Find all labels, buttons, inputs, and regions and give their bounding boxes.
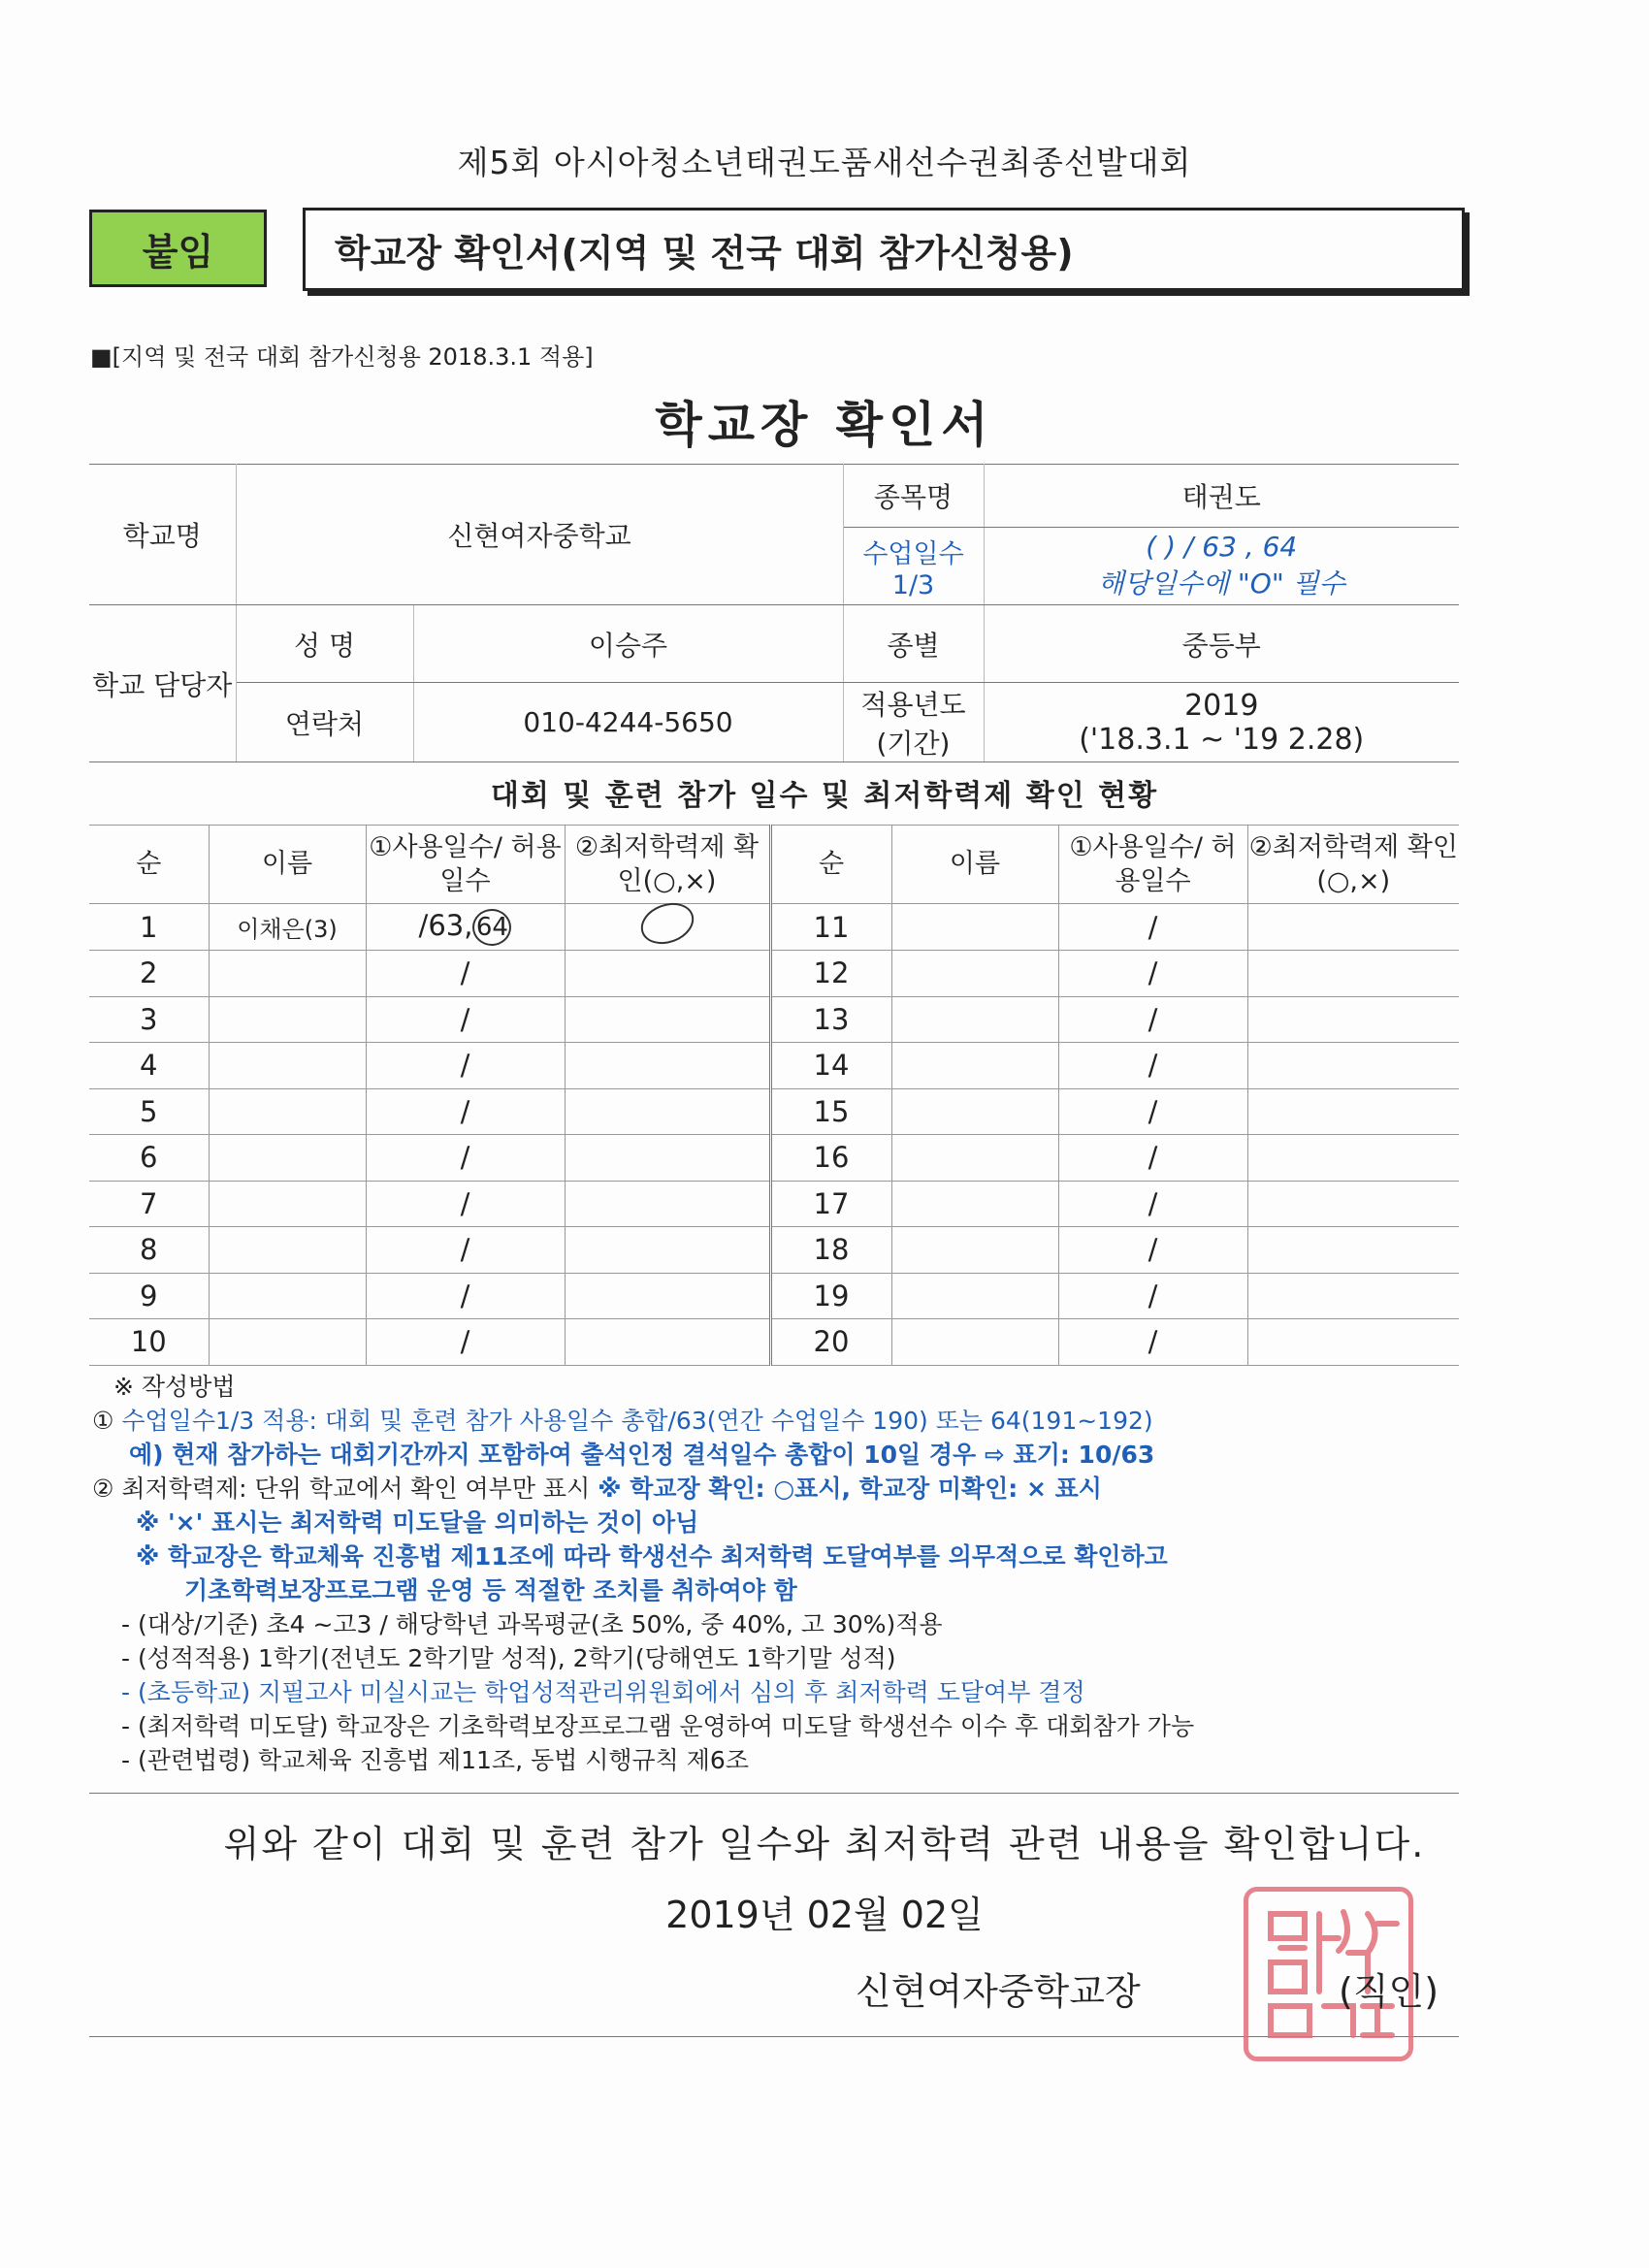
row-no: 12 (770, 951, 891, 997)
row-min (1247, 951, 1459, 997)
header-title: 학교장 확인서(지역 및 전국 대회 참가신청용) (335, 231, 1074, 275)
row-days-text: /63, (418, 908, 473, 942)
row-min (565, 1181, 770, 1227)
row-no: 19 (770, 1273, 891, 1319)
row-name (891, 904, 1058, 951)
row-min (565, 1088, 770, 1135)
row-name (209, 1227, 366, 1274)
row-days: / (1058, 951, 1247, 997)
row-name (209, 1088, 366, 1135)
row-min (1247, 996, 1459, 1043)
row-name: 이채은(3) (209, 904, 366, 951)
col-no: 순 (89, 826, 209, 904)
row-no: 6 (89, 1135, 209, 1182)
row-min (565, 951, 770, 997)
confirmation-text: 위와 같이 대회 및 훈련 참가 일수와 최저학력 관련 내용을 확인합니다. (223, 1823, 1426, 1865)
row-min (1247, 1135, 1459, 1182)
school-info-table (89, 464, 1459, 762)
row-no: 16 (770, 1135, 891, 1182)
class-days-line1: ( ) / 63 , 64 (1146, 531, 1298, 563)
manager-label: 학교 담당자 (89, 605, 236, 762)
contact-label: 연락처 (236, 683, 413, 762)
row-days: / (1058, 1319, 1247, 1366)
instruction-2 (92, 1472, 1470, 1506)
instruction-1-example: 예) 현재 참가하는 대회기간까지 포함하여 출석인정 결석일수 총합이 10일 경우 ⇨ 표기: 10/63 (129, 1441, 1155, 1469)
row-days: / (366, 996, 565, 1043)
sport-value: 태권도 (984, 465, 1459, 528)
instructions (92, 1370, 1470, 1777)
row-no: 3 (89, 996, 209, 1043)
col-min: ②최저학력제 확인(○,×) (565, 826, 770, 904)
detail-elementary: - (초등학교) 지필고사 미실시교는 학업성적관리위원회에서 심의 후 최저학력 도달여부 결정 (121, 1678, 1085, 1706)
row-min (565, 1135, 770, 1182)
row-no: 5 (89, 1088, 209, 1135)
row-min (1247, 904, 1459, 951)
row-no: 7 (89, 1181, 209, 1227)
row-min (1247, 1088, 1459, 1135)
detail-target: - (대상/기준) 초4 ~고3 / 해당학년 과목평균(초 50%, 중 40%, 고 30%)적용 (121, 1610, 943, 1638)
row-days: / (1058, 1273, 1247, 1319)
year-value-year: 2019 (1184, 688, 1259, 723)
row-min (565, 1273, 770, 1319)
row-days: / (366, 1088, 565, 1135)
circled-days: 64 (472, 909, 511, 946)
row-min (1247, 1181, 1459, 1227)
row-no: 9 (89, 1273, 209, 1319)
row-no: 20 (770, 1319, 891, 1366)
row-no: 2 (89, 951, 209, 997)
name-value: 이승주 (413, 605, 843, 683)
col-days-2: ①사용일수/ 허용일수 (1058, 826, 1247, 904)
seal-label: (직인) (1339, 1970, 1439, 2013)
name-label: 성 명 (236, 605, 413, 683)
row-no: 14 (770, 1043, 891, 1089)
sport-label: 종목명 (843, 465, 984, 528)
year-label: 적용년도 (기간) (843, 683, 984, 762)
row-name (209, 951, 366, 997)
handwritten-circle-mark (634, 896, 698, 952)
instruction-4: ※ 학교장은 학교체육 진흥법 제11조에 따라 학생선수 최저학력 도달여부를 의무적으로 확인하고 (136, 1542, 1168, 1571)
row-days: / (1058, 1135, 1247, 1182)
table-row (89, 1135, 1459, 1182)
instruction-4-cont: 기초학력보장프로그램 운영 등 적절한 조치를 취하여야 함 (184, 1576, 797, 1604)
class-days-line2: 해당일수에 "O" 필수 (1097, 567, 1345, 599)
header-title-box (303, 208, 1465, 291)
instruction-1-num: ① (92, 1407, 114, 1435)
school-label: 학교명 (89, 465, 236, 605)
year-value-period: ('18.3.1 ~ '19 2.28) (1079, 722, 1365, 757)
row-name (891, 1227, 1058, 1274)
table-row (89, 1273, 1459, 1319)
row-no: 15 (770, 1088, 891, 1135)
col-min-2: ②최저학력제 확인(○,×) (1247, 826, 1459, 904)
col-days: ①사용일수/ 허용일수 (366, 826, 565, 904)
row-min (1247, 1227, 1459, 1274)
row-min (565, 1043, 770, 1089)
col-name-2: 이름 (891, 826, 1058, 904)
row-name (891, 951, 1058, 997)
instruction-2-note: ※ 학교장 확인: ○표시, 학교장 미확인: × 표시 (598, 1474, 1102, 1503)
form-note: ■[지역 및 전국 대회 참가신청용 2018.3.1 적용] (90, 343, 594, 371)
row-name (891, 996, 1058, 1043)
row-days: / (366, 1273, 565, 1319)
row-no: 8 (89, 1227, 209, 1274)
row-name (891, 1135, 1058, 1182)
table-row (89, 951, 1459, 997)
table-row (89, 1088, 1459, 1135)
row-name (891, 1181, 1058, 1227)
row-days: / (366, 1135, 565, 1182)
row-name (209, 1273, 366, 1319)
attachment-label-text: 붙임 (142, 230, 214, 274)
row-name (891, 1088, 1058, 1135)
event-title: 제5회 아시아청소년태권도품새선수권최종선발대회 (457, 144, 1192, 181)
row-no: 18 (770, 1227, 891, 1274)
row-no: 11 (770, 904, 891, 951)
row-days: / (1058, 1181, 1247, 1227)
detail-laws: - (관련법령) 학교체육 진흥법 제11조, 동법 시행규칙 제6조 (121, 1746, 749, 1774)
class-days-value (984, 528, 1459, 605)
row-days: / (366, 1319, 565, 1366)
instruction-2-num: ② (92, 1474, 114, 1503)
participation-table (89, 825, 1459, 1366)
col-no-2: 순 (770, 826, 891, 904)
table-row (89, 1319, 1459, 1366)
table-row (89, 996, 1459, 1043)
row-days: / (1058, 1043, 1247, 1089)
contact-value: 010-4244-5650 (413, 683, 843, 762)
row-name (891, 1043, 1058, 1089)
row-name (891, 1273, 1058, 1319)
row-no: 10 (89, 1319, 209, 1366)
row-no: 17 (770, 1181, 891, 1227)
form-title: 학교장 확인서 (655, 397, 994, 453)
row-min (565, 996, 770, 1043)
row-days: / (1058, 904, 1247, 951)
row-min (1247, 1273, 1459, 1319)
row-no: 1 (89, 904, 209, 951)
class-days-label: 수업일수 1/3 (843, 528, 984, 605)
row-days: / (366, 1181, 565, 1227)
instruction-1 (92, 1404, 1470, 1438)
row-no: 13 (770, 996, 891, 1043)
detail-grades: - (성적적용) 1학기(전년도 2학기말 성적), 2학기(당해연도 1학기말 성적) (121, 1644, 896, 1672)
row-name (891, 1319, 1058, 1366)
row-days: / (366, 1227, 565, 1274)
confirmation-date: 2019년 02월 02일 (665, 1894, 984, 1936)
row-min (1247, 1319, 1459, 1366)
row-days: / (1058, 1088, 1247, 1135)
row-min (565, 1319, 770, 1366)
col-name: 이름 (209, 826, 366, 904)
row-days (366, 904, 565, 951)
table-row (89, 1043, 1459, 1089)
section-title: 대회 및 훈련 참가 일수 및 최저학력제 확인 현황 (490, 779, 1159, 813)
principal-name: 신현여자중학교장 (856, 1970, 1141, 2013)
row-min (1247, 1043, 1459, 1089)
table-row (89, 1181, 1459, 1227)
instruction-3: ※ '×' 표시는 최저학력 미도달을 의미하는 것이 아님 (136, 1508, 699, 1537)
instruction-1-text: 수업일수1/3 적용: 대회 및 훈련 참가 사용일수 총합/63(연간 수업일수 190) 또는 64(191~192) (121, 1407, 1153, 1435)
category-value: 중등부 (984, 605, 1459, 683)
row-days: / (366, 1043, 565, 1089)
row-name (209, 1181, 366, 1227)
row-days: / (1058, 1227, 1247, 1274)
row-days: / (1058, 996, 1247, 1043)
row-min (565, 1227, 770, 1274)
row-name (209, 1319, 366, 1366)
row-min (565, 904, 770, 951)
attachment-label (89, 210, 267, 287)
year-value (984, 683, 1459, 762)
instruction-2-text: 최저학력제: 단위 학교에서 확인 여부만 표시 (121, 1474, 591, 1503)
table-row (89, 1227, 1459, 1274)
row-name (209, 1043, 366, 1089)
row-name (209, 1135, 366, 1182)
row-name (209, 996, 366, 1043)
school-name: 신현여자중학교 (236, 465, 843, 605)
category-label: 종별 (843, 605, 984, 683)
instructions-heading: ※ 작성방법 (113, 1373, 236, 1401)
row-days: / (366, 951, 565, 997)
detail-not-reached: - (최저학력 미도달) 학교장은 기초학력보장프로그램 운영하여 미도달 학생선수 이수 후 대회참가 가능 (121, 1712, 1195, 1740)
table-row (89, 904, 1459, 951)
row-no: 4 (89, 1043, 209, 1089)
